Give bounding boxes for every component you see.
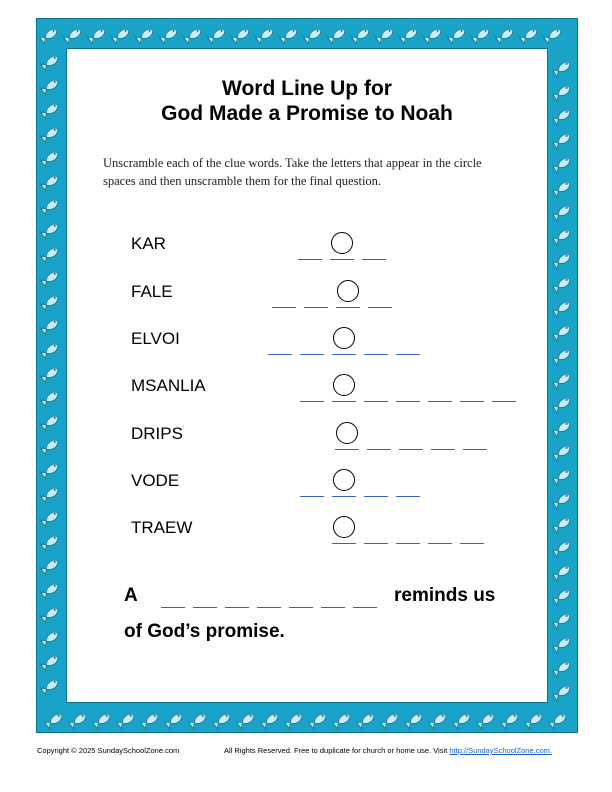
letter-blank[interactable] <box>396 354 420 355</box>
fish-icon <box>381 712 400 729</box>
letter-blank[interactable] <box>300 354 324 355</box>
fish-icon <box>448 27 467 44</box>
fish-icon <box>553 468 572 485</box>
fish-icon <box>553 324 572 341</box>
letter-blank[interactable] <box>268 354 292 355</box>
final-suffix: reminds us <box>394 585 496 606</box>
fish-icon <box>400 27 419 44</box>
letter-blank[interactable] <box>396 496 420 497</box>
fish-icon <box>553 156 572 173</box>
fish-icon <box>328 27 347 44</box>
clue-word: FALE <box>131 282 173 301</box>
fish-icon <box>88 27 107 44</box>
letter-blank[interactable] <box>362 259 386 260</box>
fish-icon <box>544 27 563 44</box>
letter-blank[interactable] <box>367 449 391 450</box>
fish-icon <box>165 712 184 729</box>
fish-icon <box>285 712 304 729</box>
fish-icon <box>45 712 64 729</box>
footer-copyright: Copyright © 2025 SundaySchoolZone.com <box>37 746 180 755</box>
fish-icon <box>553 60 572 77</box>
circle-letter-space[interactable] <box>333 374 355 396</box>
fish-icon <box>553 660 572 677</box>
letter-blank[interactable] <box>428 401 452 402</box>
fish-icon <box>376 27 395 44</box>
title-line-1: Word Line Up for <box>222 77 392 100</box>
final-answer-blank[interactable] <box>321 607 345 608</box>
fish-icon <box>256 27 275 44</box>
letter-blank[interactable] <box>298 259 322 260</box>
fish-icon <box>41 486 60 503</box>
fish-icon <box>553 300 572 317</box>
fish-icon <box>453 712 472 729</box>
letter-blank[interactable] <box>300 401 324 402</box>
final-prefix: A <box>124 585 138 606</box>
letter-blank[interactable] <box>428 543 452 544</box>
letter-blank[interactable] <box>396 401 420 402</box>
circle-letter-space[interactable] <box>331 232 353 254</box>
fish-icon <box>112 27 131 44</box>
fish-icon <box>472 27 491 44</box>
fish-icon <box>237 712 256 729</box>
fish-icon <box>333 712 352 729</box>
fish-icon <box>553 516 572 533</box>
fish-icon <box>41 342 60 359</box>
fish-icon <box>405 712 424 729</box>
fish-icon <box>69 712 88 729</box>
fish-icon <box>553 444 572 461</box>
letter-blank[interactable] <box>332 543 356 544</box>
circle-letter-space[interactable] <box>333 327 355 349</box>
circle-letter-space[interactable] <box>337 280 359 302</box>
fish-icon <box>553 420 572 437</box>
clue-word: KAR <box>131 234 166 253</box>
fish-icon <box>41 678 60 695</box>
clue-word: ELVOI <box>131 329 180 348</box>
fish-icon <box>41 78 60 95</box>
fish-icon <box>429 712 448 729</box>
final-answer-blank[interactable] <box>289 607 313 608</box>
footer-rights-text: All Rights Reserved. Free to duplicate for church or home use. Visit <box>224 746 448 755</box>
fish-icon <box>41 438 60 455</box>
fish-icon <box>501 712 520 729</box>
fish-icon <box>553 612 572 629</box>
fish-icon <box>41 366 60 383</box>
final-line-2: of God’s promise. <box>124 621 285 642</box>
letter-blank[interactable] <box>463 449 487 450</box>
fish-icon <box>41 606 60 623</box>
letter-blank[interactable] <box>364 401 388 402</box>
letter-blank[interactable] <box>300 496 324 497</box>
circle-letter-space[interactable] <box>333 516 355 538</box>
fish-icon <box>41 582 60 599</box>
fish-icon <box>496 27 515 44</box>
fish-icon <box>553 276 572 293</box>
fish-icon <box>41 294 60 311</box>
fish-icon <box>553 84 572 101</box>
fish-icon <box>41 414 60 431</box>
fish-icon <box>553 636 572 653</box>
fish-icon <box>357 712 376 729</box>
clue-word: VODE <box>131 471 180 490</box>
fish-icon <box>553 372 572 389</box>
fish-icon <box>553 132 572 149</box>
fish-icon <box>160 27 179 44</box>
fish-icon <box>553 492 572 509</box>
fish-icon <box>64 27 83 44</box>
fish-icon <box>41 318 60 335</box>
letter-blank[interactable] <box>492 401 516 402</box>
fish-icon <box>41 630 60 647</box>
fish-icon <box>477 712 496 729</box>
fish-icon <box>549 712 568 729</box>
fish-icon <box>352 27 371 44</box>
fish-icon <box>41 246 60 263</box>
fish-icon <box>553 252 572 269</box>
fish-icon <box>553 108 572 125</box>
fish-icon <box>136 27 155 44</box>
final-answer-blank[interactable] <box>193 607 217 608</box>
fish-icon <box>553 540 572 557</box>
instructions-text: Unscramble each of the clue words. Take the letters that appear in the circle spaces and then unscramble them for the final question. <box>103 156 482 188</box>
fish-icon <box>553 588 572 605</box>
letter-blank[interactable] <box>368 307 392 308</box>
fish-icon <box>41 534 60 551</box>
footer-rights <box>224 746 552 755</box>
fish-icon <box>553 396 572 413</box>
letter-blank[interactable] <box>460 543 484 544</box>
fish-icon <box>553 228 572 245</box>
fish-icon <box>41 198 60 215</box>
letter-blank[interactable] <box>364 543 388 544</box>
fish-icon <box>553 180 572 197</box>
letter-blank[interactable] <box>332 401 356 402</box>
worksheet-title <box>66 76 548 126</box>
letter-blank[interactable] <box>396 543 420 544</box>
fish-icon <box>261 712 280 729</box>
fish-icon <box>41 558 60 575</box>
fish-icon <box>232 27 251 44</box>
fish-icon <box>280 27 299 44</box>
fish-icon <box>117 712 136 729</box>
letter-blank[interactable] <box>330 259 354 260</box>
fish-icon <box>41 510 60 527</box>
fish-icon <box>41 654 60 671</box>
final-answer-blank[interactable] <box>225 607 249 608</box>
fish-icon <box>553 204 572 221</box>
fish-icon <box>40 27 59 44</box>
letter-blank[interactable] <box>272 307 296 308</box>
fish-icon <box>520 27 539 44</box>
fish-icon <box>93 712 112 729</box>
fish-icon <box>41 390 60 407</box>
fish-icon <box>41 54 60 71</box>
letter-blank[interactable] <box>335 449 359 450</box>
footer-link[interactable]: http://SundaySchoolZone.com. <box>449 746 552 755</box>
fish-icon <box>213 712 232 729</box>
final-answer-blank[interactable] <box>353 607 377 608</box>
fish-icon <box>189 712 208 729</box>
fish-icon <box>41 222 60 239</box>
fish-icon <box>41 102 60 119</box>
fish-icon <box>41 174 60 191</box>
clue-word: DRIPS <box>131 424 183 443</box>
letter-blank[interactable] <box>364 496 388 497</box>
fish-icon <box>304 27 323 44</box>
letter-blank[interactable] <box>332 354 356 355</box>
fish-icon <box>41 150 60 167</box>
letter-blank[interactable] <box>460 401 484 402</box>
clue-word: TRAEW <box>131 518 193 537</box>
fish-icon <box>525 712 544 729</box>
final-answer-blank[interactable] <box>257 607 281 608</box>
letter-blank[interactable] <box>332 496 356 497</box>
final-answer-blank[interactable] <box>161 607 185 608</box>
fish-icon <box>208 27 227 44</box>
letter-blank[interactable] <box>336 307 360 308</box>
fish-icon <box>141 712 160 729</box>
fish-icon <box>553 348 572 365</box>
circle-letter-space[interactable] <box>333 469 355 491</box>
clue-word: MSANLIA <box>131 376 206 395</box>
fish-icon <box>41 126 60 143</box>
fish-icon <box>41 270 60 287</box>
fish-icon <box>184 27 203 44</box>
circle-letter-space[interactable] <box>336 422 358 444</box>
fish-icon <box>553 684 572 701</box>
fish-icon <box>424 27 443 44</box>
fish-icon <box>309 712 328 729</box>
title-line-2: God Made a Promise to Noah <box>161 102 453 125</box>
letter-blank[interactable] <box>364 354 388 355</box>
letter-blank[interactable] <box>399 449 423 450</box>
letter-blank[interactable] <box>304 307 328 308</box>
fish-icon <box>553 564 572 581</box>
fish-icon <box>41 462 60 479</box>
letter-blank[interactable] <box>431 449 455 450</box>
